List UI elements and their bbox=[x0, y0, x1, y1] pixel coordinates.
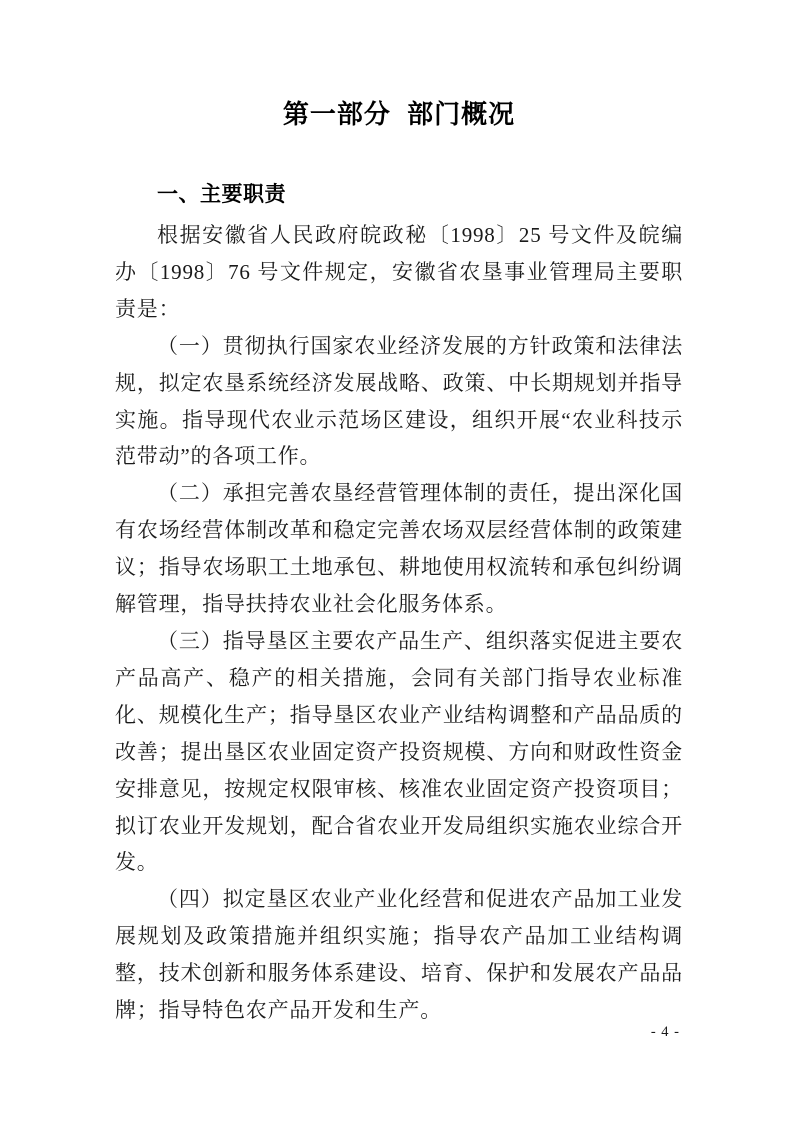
paragraph-duty-3: （三）指导垦区主要农产品生产、组织落实促进主要农产品高产、稳产的相关措施，会同有关部门指导农业标准化、规模化生产；指导垦区农业产业结构调整和产品品质的改善；提出垦区农业固定资产投资规模、方向和财政性资金安排意见，按规定权限审核、核准农业固定资产投资项目；拟订农业开发规划，配合省农业开发局组织实施农业综合开发。 bbox=[115, 628, 683, 875]
document-body bbox=[115, 217, 683, 1029]
document-title: 第一部分 部门概况 bbox=[282, 99, 516, 129]
paragraph-intro: 根据安徽省人民政府皖政秘〔1998〕25 号文件及皖编办〔1998〕76 号文件规定，安徽省农垦事业管理局主要职责是： bbox=[115, 223, 683, 321]
paragraph-duty-4: （四）拟定垦区农业产业化经营和促进农产品加工业发展规划及政策措施并组织实施；指导农产品加工业结构调整，技术创新和服务体系建设、培育、保护和发展农产品品牌；指导特色农产品开发和生产。 bbox=[115, 887, 683, 1023]
section-heading: 一、主要职责 bbox=[157, 183, 286, 206]
paragraph-duty-2: （二）承担完善农垦经营管理体制的责任，提出深化国有农场经营体制改革和稳定完善农场双层经营体制的政策建议；指导农场职工土地承包、耕地使用权流转和承包纠纷调解管理，指导扶持农业社会化服务体系。 bbox=[115, 481, 683, 617]
paragraph-duty-1: （一）贯彻执行国家农业经济发展的方针政策和法律法规，拟定农垦系统经济发展战略、政策、中长期规划并指导实施。指导现代农业示范场区建设，组织开展“农业科技示范带动”的各项工作。 bbox=[115, 333, 683, 469]
page-number: - 4 - bbox=[650, 1024, 680, 1040]
